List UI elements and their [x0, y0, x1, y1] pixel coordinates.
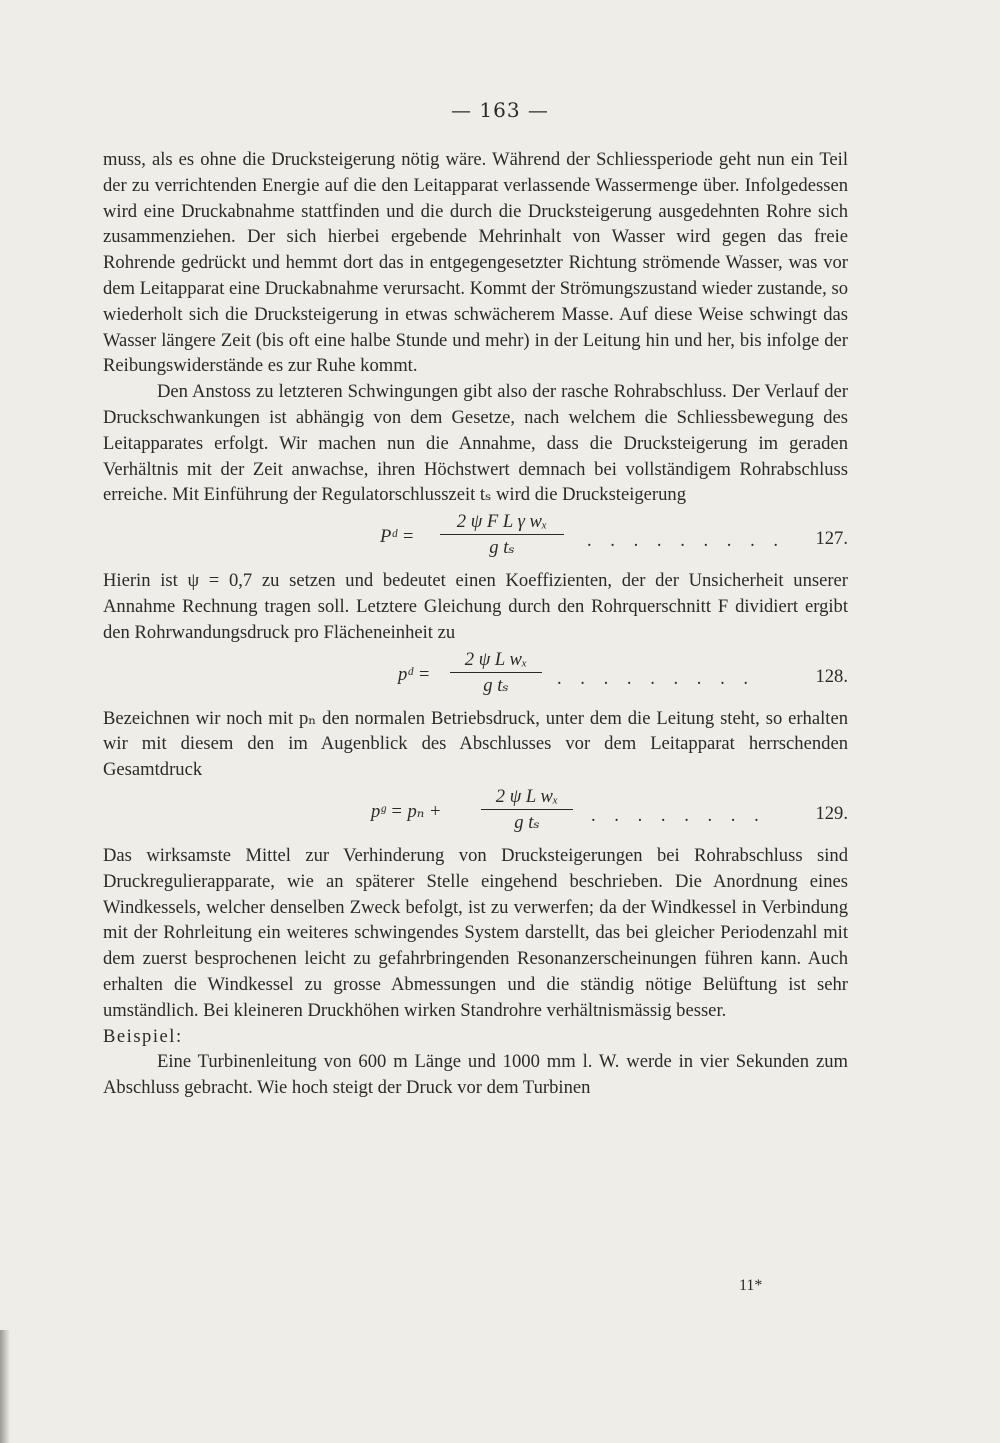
paragraph-6: Eine Turbinenleitung von 600 m Länge und 1000 mm l. W. werde in vier Sekunden zum Abschluss gebracht. Wie hoch steigt der Druck vor dem Turbinen: [103, 1051, 848, 1099]
page-number: — 163 —: [451, 98, 549, 122]
equation-129-leader: . . . . . . . .: [591, 804, 766, 826]
paragraph-2: Den Anstoss zu letzteren Schwingungen gibt also der rasche Rohrabschluss. Der Verlauf der Druckschwankungen ist abhängig von dem Gesetze, nach welchem die Schliessbewegung des Leitapparates erfolgt. Wir machen nun die Annahme, dass die Drucksteigerung im geraden Verhältnis mit der Zeit anwachse, ihren Höchstwert demnach bei vollständigem Rohrabschluss erreiche. Mit Einführung der Regulatorschlusszeit tₛ wird die Drucksteigerung: [103, 381, 848, 506]
page-body: [103, 147, 848, 1101]
equation-128-leader: . . . . . . . . .: [557, 667, 756, 689]
equation-128-number: 128.: [815, 665, 848, 687]
paragraph-3: Hierin ist ψ = 0,7 zu setzen und bedeutet einen Koeffizienten, der der Unsicherheit unserer Annahme Rechnung tragen soll. Letztere Gleichung durch den Rohrquerschnitt F dividiert ergibt den Rohrwandungsdruck pro Flächeneinheit zu: [103, 570, 848, 643]
equation-127-denominator: g tₛ: [489, 537, 515, 559]
equation-129: [103, 785, 848, 841]
equation-129-numerator: 2 ψ L wₓ: [481, 785, 573, 810]
equation-127-fraction: [440, 510, 564, 561]
signature-mark: 11*: [739, 1277, 763, 1294]
equation-129-fraction: [481, 785, 573, 836]
binding-shadow: [0, 1330, 10, 1443]
paragraph-4: Bezeichnen wir noch mit pₙ den normalen Betriebsdruck, unter dem die Leitung steht, so erhalten wir mit diesem den im Augenblick des Abschlusses vor dem Leitapparat herrschenden Gesamtdruck: [103, 707, 848, 781]
equation-128-fraction: [450, 648, 542, 699]
equation-127-number: 127.: [815, 528, 848, 550]
equation-128-denominator: g tₛ: [483, 674, 509, 696]
equation-128-numerator: 2 ψ L wₓ: [450, 648, 542, 673]
equation-128: [103, 648, 848, 704]
equation-129-denominator: g tₛ: [514, 811, 540, 833]
equation-127-lhs: Pᵈ =: [380, 526, 415, 548]
equation-128-lhs: pᵈ =: [398, 663, 431, 685]
equation-129-lhs: pᵍ = pₙ +: [371, 800, 442, 822]
equation-127-leader: . . . . . . . . .: [587, 530, 786, 552]
paragraph-1: muss, als es ohne die Drucksteigerung nötig wäre. Während der Schliessperiode geht nun ein Teil der zu verrichtenden Energie auf die den Leitapparat verlassende Wassermenge über. Infolgedessen wird eine Druckabnahme stattfinden und die durch die Drucksteigerung ausgedehnten Rohre sich zusammenziehen. Der sich hierbei ergebende Mehrinhalt von Wasser wird gegen das freie Rohrende gedrückt und hemmt dort das in entgegengesetzter Richtung strömende Wasser, was vor dem Leitapparat eine Druckabnahme verursacht. Kommt der Strömungszustand wieder zustande, so wiederholt sich die Drucksteigerung in etwas schwächerem Masse. Auf diese Weise schwingt das Wasser längere Zeit (bis oft eine halbe Stunde und mehr) in der Leitung hin und her, bis infolge der Reibungswiderstände es zur Ruhe kommt.: [103, 149, 848, 377]
paragraph-5: Das wirksamste Mittel zur Verhinderung von Drucksteigerungen bei Rohrabschluss sind Druckregulierapparate, wie an späterer Stelle eingehend beschrieben. Die Anordnung eines Windkessels, welcher denselben Zweck befolgt, ist zu verwerfen; da der Windkessel in Verbindung mit der Rohrleitung ein weiteres schwingendes System darstellt, das bei gleicher Periodenzahl mit dem zuerst besprochenen leicht zu gefahrbringenden Resonanzerscheinungen führen kann. Auch erhalten die Windkessel zu grosse Abmessungen und die ständig nötige Belüftung ist sehr umständlich. Bei kleineren Druckhöhen wirken Standrohre verhältnismässig besser.: [103, 844, 848, 1021]
section-heading: Beispiel:: [103, 1025, 183, 1047]
equation-127: [103, 510, 848, 566]
equation-127-numerator: 2 ψ F L γ wₓ: [440, 510, 564, 535]
equation-129-number: 129.: [815, 802, 848, 824]
